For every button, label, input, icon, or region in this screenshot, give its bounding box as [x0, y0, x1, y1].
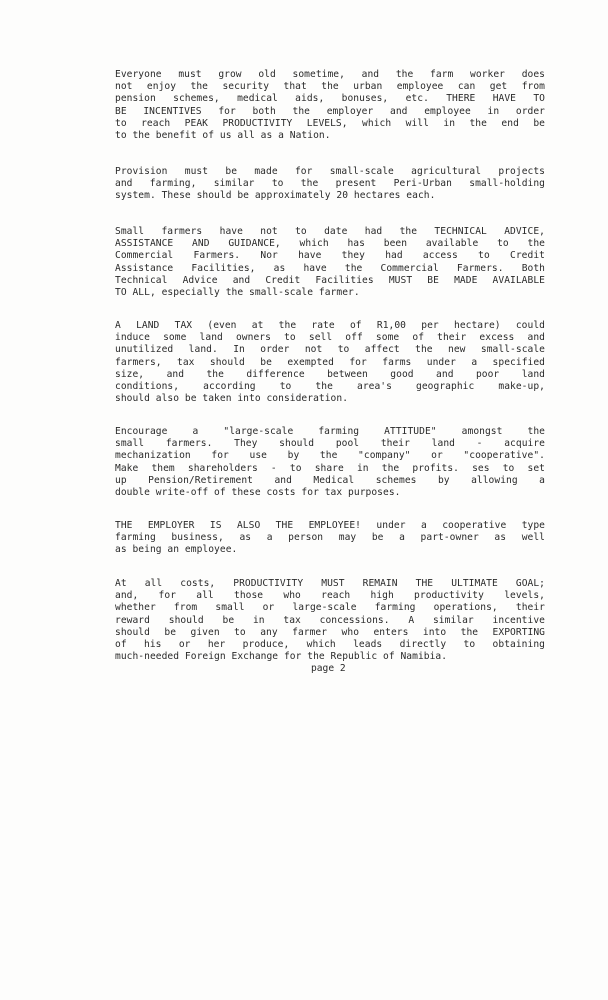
text-line: conditions, according to the area's geographic make-up,	[115, 381, 545, 393]
paragraph-farming-attitude	[115, 426, 545, 499]
text-line: Commercial Farmers. Nor have they had access to Credit	[115, 250, 545, 262]
text-line: Technical Advice and Credit Facilities MUST BE MADE AVAILABLE	[115, 274, 545, 286]
paragraph-productivity-goal	[115, 578, 545, 663]
text-line: size, and the difference between good and poor land	[115, 368, 545, 380]
text-line: small farmers. They should pool their land - acquire	[115, 438, 545, 450]
text-line: TO ALL, especially the small-scale farmer.	[115, 287, 360, 299]
text-line: Small farmers have not to date had the TECHNICAL ADVICE,	[115, 226, 545, 237]
text-line: Make them shareholders - to share in the profits. ses to set	[115, 462, 545, 474]
text-line: as being an employee.	[115, 544, 238, 556]
text-line: should be given to any farmer who enters into the EXPORTING	[115, 626, 545, 638]
text-line: THE EMPLOYER IS ALSO THE EMPLOYEE! under a cooperative type	[115, 520, 545, 531]
text-line: and, for all those who reach high productivity levels,	[115, 590, 545, 602]
text-line: up Pension/Retirement and Medical schemes by allowing a	[115, 474, 545, 486]
text-line: Provision must be made for small-scale agricultural projects	[115, 166, 545, 177]
text-line: system. These should be approximately 20 hectares each.	[115, 190, 436, 202]
text-line: BE INCENTIVES for both the employer and employee in order	[115, 105, 545, 117]
text-line: to reach PEAK PRODUCTIVITY LEVELS, which will in the end be	[115, 117, 545, 129]
text-line: reward should be in tax concessions. A similar incentive	[115, 614, 545, 626]
text-line: Everyone must grow old sometime, and the farm worker does	[115, 69, 545, 80]
paragraph-land-tax	[115, 320, 545, 405]
paragraph-employer-employee	[115, 520, 545, 557]
text-line: whether from small or large-scale farming operations, their	[115, 602, 545, 614]
paragraph-technical-advice	[115, 226, 545, 299]
text-line: At all costs, PRODUCTIVITY MUST REMAIN THE ULTIMATE GOAL;	[115, 578, 545, 589]
text-line: unutilized land. In order not to affect the new small-scale	[115, 344, 545, 356]
text-line: farming business, as a person may be a part-owner as well	[115, 532, 545, 544]
text-line: ASSISTANCE AND GUIDANCE, which has been available to the	[115, 238, 545, 250]
text-line: induce some land owners to sell off some of their excess and	[115, 332, 545, 344]
text-line: Encourage a "large-scale farming ATTITUDE" amongst the	[115, 426, 545, 437]
text-line: should also be taken into consideration.	[115, 393, 349, 405]
text-line: not enjoy the security that the urban employee can get from	[115, 81, 545, 93]
text-line: of his or her produce, which leads directly to obtaining	[115, 639, 545, 651]
text-line: A LAND TAX (even at the rate of R1,00 per hectare) could	[115, 320, 545, 331]
text-line: much-needed Foreign Exchange for the Republic of Namibia.	[115, 651, 448, 663]
text-line: pension schemes, medical aids, bonuses, etc. THERE HAVE TO	[115, 93, 545, 105]
text-line: Assistance Facilities, as have the Commercial Farmers. Both	[115, 262, 545, 274]
text-line: to the benefit of us all as a Nation.	[115, 130, 331, 142]
page-number: page 2	[311, 663, 346, 674]
text-line: and farming, similar to the present Peri-Urban small-holding	[115, 178, 545, 190]
text-line: mechanization for use by the "company" or "cooperative".	[115, 450, 545, 462]
paragraph-small-scale-projects	[115, 166, 545, 203]
text-line: farmers, tax should be exempted for farms under a specified	[115, 356, 545, 368]
paragraph-retirement-incentives	[115, 69, 545, 142]
text-line: double write-off of these costs for tax purposes.	[115, 487, 401, 499]
